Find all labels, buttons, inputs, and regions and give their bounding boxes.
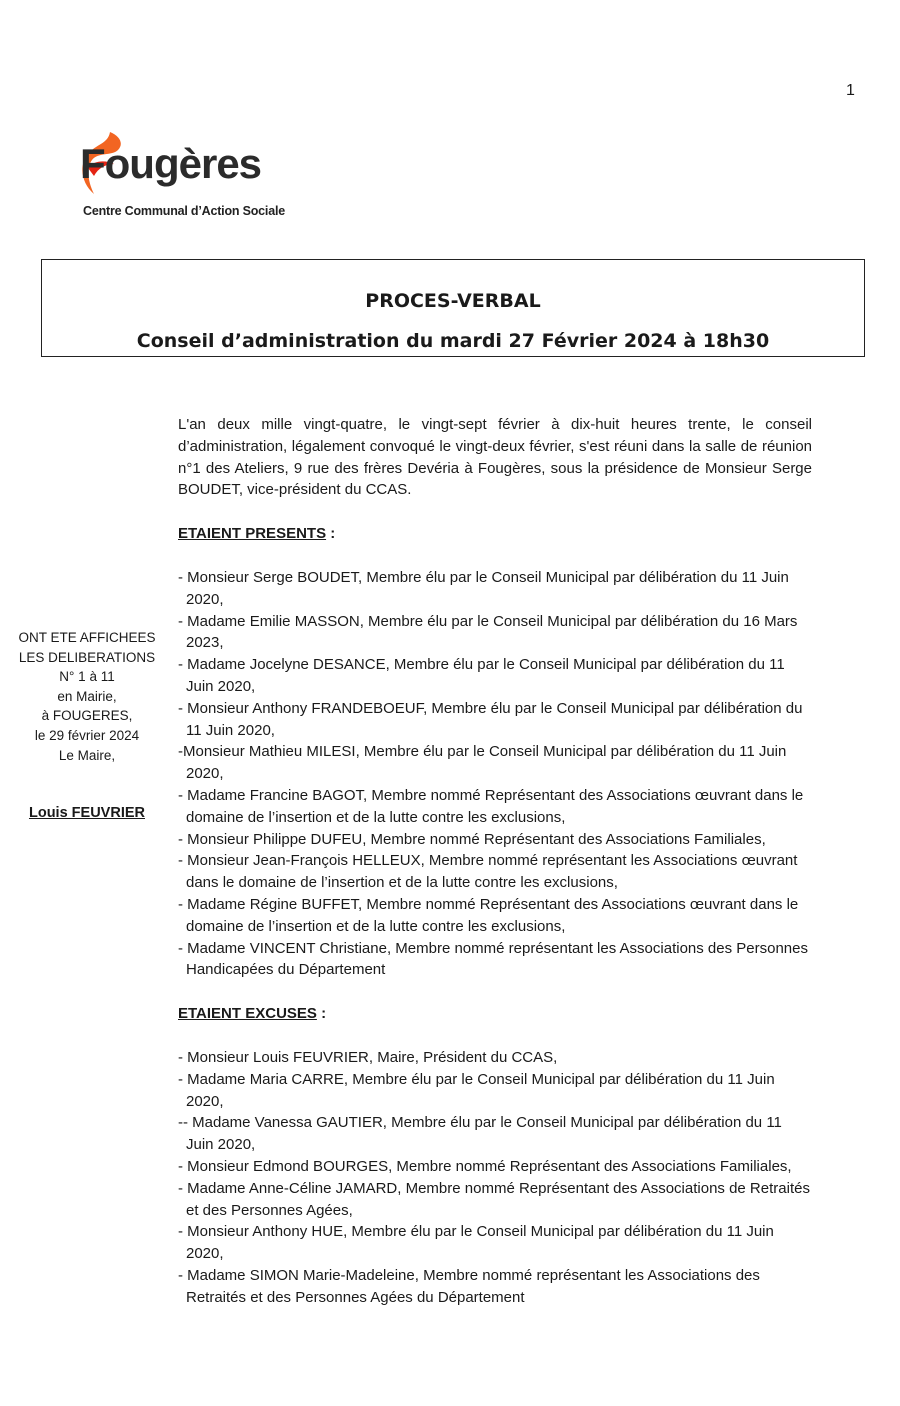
- excuses-list: [178, 1047, 812, 1309]
- posting-line: Le Maire,: [58, 747, 116, 763]
- list-item: - Monsieur Anthony FRANDEBOEUF, Membre élu par le Conseil Municipal par délibération du 11 Juin 2020,: [178, 699, 803, 739]
- title-box: [41, 259, 865, 357]
- list-item: - Monsieur Louis FEUVRIER, Maire, Président du CCAS,: [178, 1048, 558, 1066]
- posting-line: ONT ETE AFFICHEES: [18, 630, 156, 645]
- posting-line: le 29 février 2024: [34, 727, 140, 743]
- presents-list: [178, 567, 812, 981]
- logo-name: Fougères: [80, 140, 262, 187]
- logo: [80, 130, 320, 225]
- list-item: -Monsieur Mathieu MILESI, Membre élu par le Conseil Municipal par délibération du 11 Juin 2020,: [178, 743, 787, 783]
- posting-notice: [14, 628, 160, 765]
- mayor-signature-name: Louis FEUVRIER: [28, 805, 145, 821]
- page-number: 1: [846, 82, 855, 99]
- posting-line: LES DELIBERATIONS: [18, 649, 156, 665]
- list-item: - Monsieur Anthony HUE, Membre élu par le Conseil Municipal par délibération du 11 Juin 2020,: [178, 1223, 774, 1263]
- list-item: - Madame Emilie MASSON, Membre élu par le Conseil Municipal par délibération du 16 Mars 2023,: [178, 612, 798, 652]
- list-item: - Madame Maria CARRE, Membre élu par le Conseil Municipal par délibération du 11 Juin 2020,: [178, 1070, 775, 1110]
- posting-line: N° 1 à 11: [59, 669, 115, 685]
- list-item: - Madame Francine BAGOT, Membre nommé Représentant des Associations œuvrant dans le domaine de l’insertion et de la lutte contre les exclusions,: [178, 786, 804, 826]
- posting-line: en Mairie,: [57, 688, 117, 704]
- document-title: PROCES-VERBAL: [365, 290, 541, 312]
- document-subtitle: Conseil d’administration du mardi 27 Février 2024 à 18h30: [136, 330, 770, 352]
- list-item: - Madame Régine BUFFET, Membre nommé Représentant des Associations œuvrant dans le domaine de l’insertion et de la lutte contre les exclusions,: [178, 895, 799, 935]
- list-item: - Monsieur Serge BOUDET, Membre élu par le Conseil Municipal par délibération du 11 Juin 2020,: [178, 568, 789, 608]
- list-item: - Monsieur Philippe DUFEU, Membre nommé Représentant des Associations Familiales,: [178, 830, 766, 848]
- list-item: -- Madame Vanessa GAUTIER, Membre élu par le Conseil Municipal par délibération du 11 Juin 2020,: [178, 1114, 782, 1154]
- posting-line: à FOUGERES,: [41, 708, 133, 724]
- excuses-heading: ETAIENT EXCUSES :: [178, 1005, 327, 1023]
- list-item: - Monsieur Jean-François HELLEUX, Membre nommé représentant les Associations œuvrant dans le domaine de l’insertion et de la lutte contre les exclusions,: [178, 852, 798, 892]
- intro-paragraph: L'an deux mille vingt-quatre, le vingt-sept février à dix-huit heures trente, le conseil d’administration, légalement convoqué le vingt-deux février, s'est réuni dans la salle de réunion n°1 des Ateliers, 9 rue des frères Devéria à Fougères, sous la présidence de Monsieur Serge BOUDET, vice-président du CCAS.: [178, 416, 812, 499]
- list-item: - Madame Jocelyne DESANCE, Membre élu par le Conseil Municipal par délibération du 11 Juin 2020,: [178, 656, 785, 695]
- list-item: - Monsieur Edmond BOURGES, Membre nommé Représentant des Associations Familiales,: [178, 1157, 792, 1175]
- list-item: - Madame Anne-Céline JAMARD, Membre nommé Représentant des Associations de Retraités et des Personnes Agées,: [178, 1179, 810, 1219]
- main-content: [178, 414, 812, 1308]
- list-item: - Madame SIMON Marie-Madeleine, Membre nommé représentant les Associations des Retraités et des Personnes Agées du Département: [178, 1266, 760, 1306]
- presents-heading: ETAIENT PRESENTS :: [178, 525, 336, 543]
- logo-subtitle: Centre Communal d’Action Sociale: [83, 204, 285, 218]
- list-item: - Madame VINCENT Christiane, Membre nommé représentant les Associations des Personnes Handicapées du Département: [178, 939, 808, 979]
